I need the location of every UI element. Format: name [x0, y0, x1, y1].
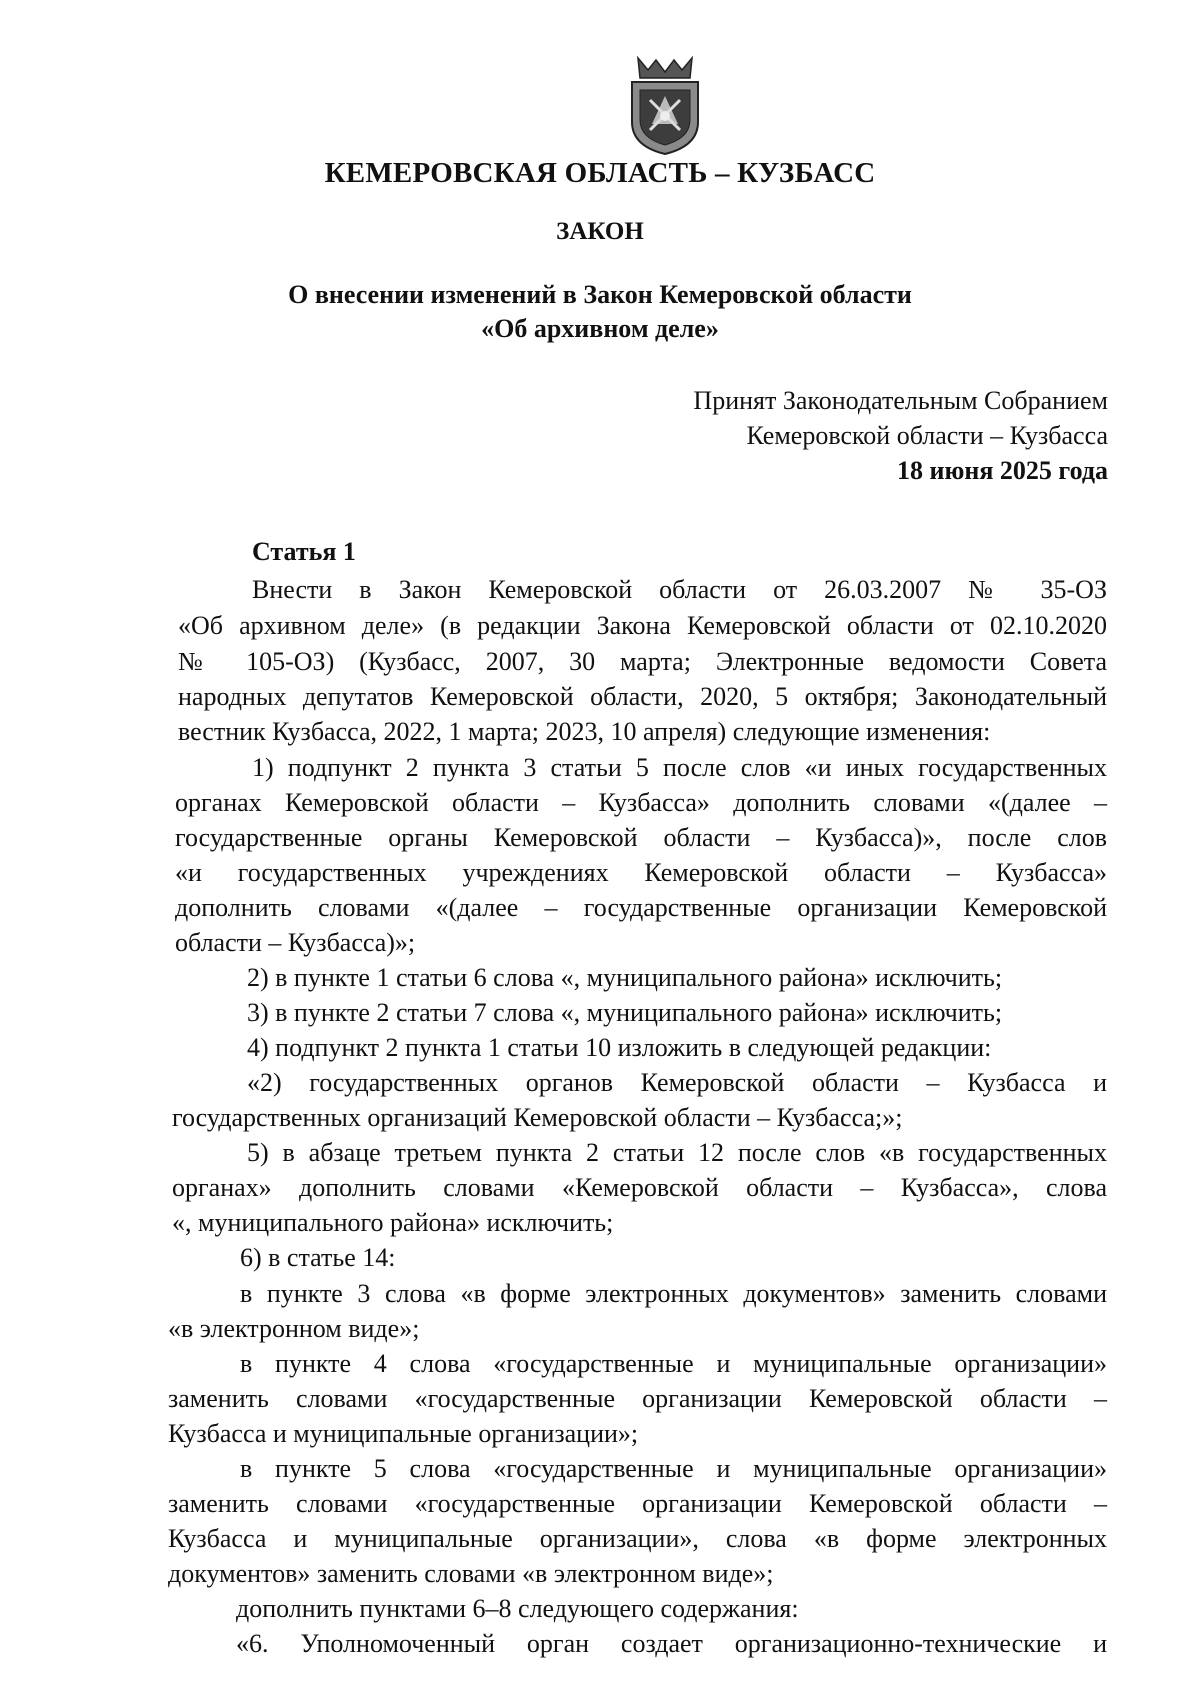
- document-type: ЗАКОН: [556, 218, 644, 245]
- adoption-block: [693, 383, 1108, 488]
- adoption-line2: Кемеровской области – Кузбасса: [746, 421, 1108, 450]
- coat-of-arms-icon: [620, 52, 710, 158]
- law-title-line1: О внесении изменений в Закон Кемеровской области: [288, 280, 912, 309]
- body-line: «, муниципального района» исключить;: [172, 1208, 614, 1237]
- body-line: «6. Уполномоченный орган создает организационно-технические и: [236, 1629, 1107, 1658]
- law-title-line2: «Об архивном деле»: [481, 314, 719, 343]
- body-line: Кузбасса и муниципальные организации», слова «в форме электронных: [168, 1524, 1107, 1553]
- body-line: 5) в абзаце третьем пункта 2 статьи 12 после слов «в государственных: [247, 1138, 1107, 1167]
- body-line: 2) в пункте 1 статьи 6 слова «, муниципального района» исключить;: [247, 963, 1003, 992]
- body-line: 6) в статье 14:: [240, 1243, 396, 1272]
- body-line: в пункте 4 слова «государственные и муниципальные организации»: [240, 1349, 1107, 1378]
- adoption-line1: Принят Законодательным Собранием: [693, 386, 1108, 415]
- body-line: «в электронном виде»;: [168, 1314, 420, 1343]
- body-line: документов» заменить словами «в электронном виде»;: [168, 1559, 774, 1588]
- body-line: в пункте 3 слова «в форме электронных документов» заменить словами: [240, 1279, 1107, 1308]
- body-line: заменить словами «государственные организации Кемеровской области –: [168, 1384, 1107, 1413]
- body-line: области – Кузбасса)»;: [175, 928, 416, 957]
- body-line: 4) подпункт 2 пункта 1 статьи 10 изложить в следующей редакции:: [247, 1033, 992, 1062]
- body-line: «и государственных учреждениях Кемеровской области – Кузбасса»: [175, 858, 1107, 887]
- body-line: Внести в Закон Кемеровской области от 26.03.2007 № 35-ОЗ: [252, 575, 1107, 604]
- body-line: Кузбасса и муниципальные организации»;: [168, 1419, 639, 1448]
- body-line: народных депутатов Кемеровской области, 2020, 5 октября; Законодательный: [178, 682, 1107, 711]
- body-line: 1) подпункт 2 пункта 3 статьи 5 после слов «и иных государственных: [252, 753, 1107, 782]
- body-line: № 105-ОЗ) (Кузбасс, 2007, 30 марта; Электронные ведомости Совета: [178, 647, 1107, 676]
- body-line: «Об архивном деле» (в редакции Закона Кемеровской области от 02.10.2020: [178, 611, 1107, 640]
- body-line: в пункте 5 слова «государственные и муниципальные организации»: [240, 1454, 1107, 1483]
- body-line: «2) государственных органов Кемеровской области – Кузбасса и: [247, 1068, 1107, 1097]
- body-line: органах Кемеровской области – Кузбасса» дополнить словами «(далее –: [175, 788, 1107, 817]
- body-line: 3) в пункте 2 статьи 7 слова «, муниципального района» исключить;: [247, 998, 1003, 1027]
- body-line: органах» дополнить словами «Кемеровской области – Кузбасса», слова: [172, 1173, 1107, 1202]
- body-line: дополнить словами «(далее – государственные организации Кемеровской: [175, 893, 1107, 922]
- adoption-date: 18 июня 2025 года: [897, 456, 1108, 485]
- article-title: Статья 1: [252, 537, 356, 566]
- body-line: дополнить пунктами 6–8 следующего содержания:: [236, 1594, 799, 1623]
- body-line: государственные органы Кемеровской области – Кузбасса)», после слов: [175, 823, 1107, 852]
- body-line: вестник Кузбасса, 2022, 1 марта; 2023, 10 апреля) следующие изменения:: [178, 717, 991, 746]
- region-heading: КЕМЕРОВСКАЯ ОБЛАСТЬ – КУЗБАСС: [324, 157, 876, 189]
- body-line: заменить словами «государственные организации Кемеровской области –: [168, 1489, 1107, 1518]
- body-line: государственных организаций Кемеровской области – Кузбасса;»;: [172, 1103, 903, 1132]
